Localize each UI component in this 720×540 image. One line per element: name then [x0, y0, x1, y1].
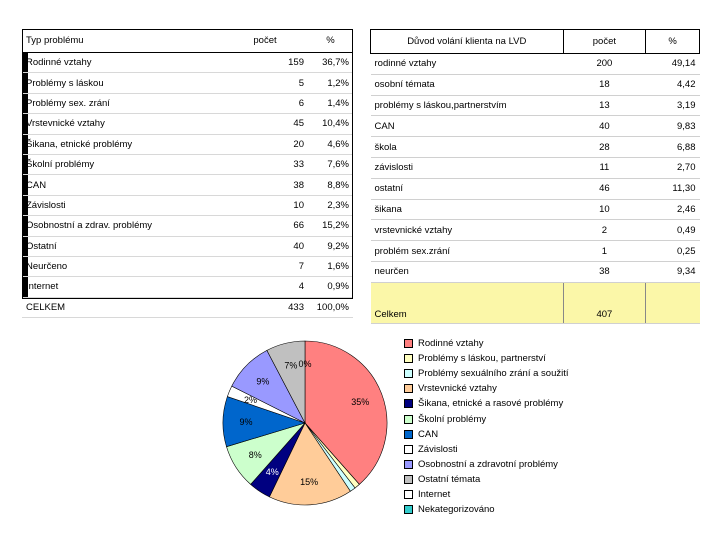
- table2-header-row: [371, 30, 700, 54]
- call-reason-table: [370, 29, 700, 324]
- table-row: [371, 220, 700, 241]
- table-row: [371, 178, 700, 199]
- table-row: [22, 195, 353, 215]
- row-label: Závislosti: [22, 195, 222, 215]
- row-label: Problémy s láskou: [22, 73, 222, 93]
- row-label: CAN: [22, 175, 222, 195]
- legend-item: [404, 427, 569, 442]
- row-label: Šikana, etnické problémy: [22, 134, 222, 154]
- row-count: 10: [563, 199, 646, 220]
- table1-header-count: počet: [222, 29, 308, 53]
- legend-swatch: [404, 475, 413, 484]
- row-percent: 0,25: [646, 241, 700, 262]
- row-percent: 8,8%: [308, 175, 353, 195]
- row-label: problémy s láskou,partnerstvím: [371, 95, 564, 116]
- legend-swatch: [404, 460, 413, 469]
- legend-swatch: [404, 399, 413, 408]
- table1-header-row: [22, 29, 353, 53]
- table1-header-percent: %: [308, 29, 353, 53]
- row-label: vrstevnické vztahy: [371, 220, 564, 241]
- legend-item: [404, 472, 569, 487]
- table-row: [371, 95, 700, 116]
- row-count: 45: [222, 114, 308, 134]
- legend-label: Závislosti: [418, 443, 458, 455]
- table-row: [22, 216, 353, 236]
- table-row: [371, 261, 700, 282]
- legend-swatch: [404, 384, 413, 393]
- table-row: [22, 134, 353, 154]
- row-count: 200: [563, 54, 646, 75]
- problem-type-pie-chart: [215, 333, 395, 513]
- table-row: [371, 54, 700, 75]
- row-percent: 15,2%: [308, 216, 353, 236]
- legend-label: Ostatní témata: [418, 473, 481, 485]
- total-percent: [646, 282, 700, 323]
- row-label: neurčen: [371, 261, 564, 282]
- table-row: [371, 241, 700, 262]
- legend-item: [404, 502, 569, 517]
- row-percent: 9,83: [646, 116, 700, 137]
- legend-item: [404, 336, 569, 351]
- row-label: osobní témata: [371, 74, 564, 95]
- legend-item: [404, 411, 569, 426]
- table-row: [22, 53, 353, 73]
- table-row: [371, 116, 700, 137]
- row-percent: 6,88: [646, 137, 700, 158]
- row-count: 46: [563, 178, 646, 199]
- row-count: 38: [563, 261, 646, 282]
- legend-swatch: [404, 445, 413, 454]
- row-count: 2: [563, 220, 646, 241]
- table-row: [22, 93, 353, 113]
- legend-swatch: [404, 415, 413, 424]
- total-row: [371, 282, 700, 323]
- table2-header-percent: %: [646, 30, 700, 54]
- row-percent: 1,4%: [308, 93, 353, 113]
- pie-data-label: 2%: [244, 395, 258, 406]
- legend-swatch: [404, 339, 413, 348]
- row-percent: 1,6%: [308, 256, 353, 276]
- row-label: závislosti: [371, 157, 564, 178]
- legend-item: [404, 381, 569, 396]
- table2-header-reason: Důvod volání klienta na LVD: [371, 30, 564, 54]
- table-row: [22, 73, 353, 93]
- row-percent: 2,70: [646, 157, 700, 178]
- row-percent: 7,6%: [308, 154, 353, 174]
- row-count: 13: [563, 95, 646, 116]
- row-count: 7: [222, 256, 308, 276]
- legend-item: [404, 366, 569, 381]
- legend-label: Problémy sexuálního zrání a soužití: [418, 368, 569, 380]
- row-label: ostatní: [371, 178, 564, 199]
- row-count: 33: [222, 154, 308, 174]
- table-row: [22, 277, 353, 297]
- table-row: [371, 74, 700, 95]
- table-row: [371, 137, 700, 158]
- legend-label: Rodinné vztahy: [418, 338, 484, 350]
- legend-swatch: [404, 354, 413, 363]
- row-percent: 9,2%: [308, 236, 353, 256]
- legend-item: [404, 457, 569, 472]
- pie-data-label: 9%: [256, 376, 270, 387]
- legend-label: Školní problémy: [418, 413, 487, 425]
- pie-data-label: 9%: [239, 416, 253, 427]
- pie-data-label: 15%: [300, 476, 319, 487]
- row-percent: 9,34: [646, 261, 700, 282]
- legend-label: Nekategorizováno: [418, 504, 495, 516]
- row-label: Neurčeno: [22, 256, 222, 276]
- total-count: 407: [563, 282, 646, 323]
- table-row: [371, 157, 700, 178]
- row-count: 4: [222, 277, 308, 297]
- row-percent: 2,46: [646, 199, 700, 220]
- row-label: Školní problémy: [22, 154, 222, 174]
- row-percent: 3,19: [646, 95, 700, 116]
- table-row: [22, 175, 353, 195]
- row-percent: 49,14: [646, 54, 700, 75]
- pie-data-label: 0%: [298, 358, 312, 369]
- row-count: 20: [222, 134, 308, 154]
- row-count: 38: [222, 175, 308, 195]
- legend-label: CAN: [418, 428, 439, 440]
- table-row: [22, 154, 353, 174]
- row-count: 5: [222, 73, 308, 93]
- row-label: Vrstevnické vztahy: [22, 114, 222, 134]
- legend-label: Vrstevnické vztahy: [418, 383, 497, 395]
- pie-data-label: 8%: [248, 449, 262, 460]
- total-label: Celkem: [371, 282, 564, 323]
- row-percent: 4,42: [646, 74, 700, 95]
- row-label: šikana: [371, 199, 564, 220]
- legend-label: Problémy s láskou, partnerství: [418, 353, 546, 365]
- pie-data-label: 7%: [284, 360, 298, 371]
- problem-type-table: [22, 29, 353, 318]
- row-percent: 10,4%: [308, 114, 353, 134]
- legend-item: [404, 487, 569, 502]
- row-label: Ostatní: [22, 236, 222, 256]
- row-count: 11: [563, 157, 646, 178]
- row-percent: 11,30: [646, 178, 700, 199]
- row-percent: 0,49: [646, 220, 700, 241]
- legend-swatch: [404, 430, 413, 439]
- legend-item: [404, 351, 569, 366]
- row-label: Rodinné vztahy: [22, 53, 222, 73]
- row-percent: 4,6%: [308, 134, 353, 154]
- total-count: 433: [222, 297, 308, 317]
- legend-swatch: [404, 505, 413, 514]
- row-count: 28: [563, 137, 646, 158]
- row-count: 40: [563, 116, 646, 137]
- row-label: rodinné vztahy: [371, 54, 564, 75]
- legend-label: Internet: [418, 488, 451, 500]
- legend-item: [404, 442, 569, 457]
- row-label: Problémy sex. zrání: [22, 93, 222, 113]
- table-row: [22, 114, 353, 134]
- row-label: škola: [371, 137, 564, 158]
- row-label: Internet: [22, 277, 222, 297]
- legend-label: Šikana, etnické a rasové problémy: [418, 398, 564, 410]
- row-count: 18: [563, 74, 646, 95]
- pie-data-label: 4%: [265, 467, 279, 478]
- row-percent: 36,7%: [308, 53, 353, 73]
- row-count: 159: [222, 53, 308, 73]
- table1-header-type: Typ problému: [22, 29, 222, 53]
- row-label: problém sex.zrání: [371, 241, 564, 262]
- total-row: [22, 297, 353, 317]
- row-label: Osobnostní a zdrav. problémy: [22, 216, 222, 236]
- row-count: 6: [222, 93, 308, 113]
- legend-swatch: [404, 490, 413, 499]
- row-percent: 0,9%: [308, 277, 353, 297]
- total-label: CELKEM: [22, 297, 222, 317]
- legend-label: Osobnostní a zdravotní problémy: [418, 458, 558, 470]
- total-percent: 100,0%: [308, 297, 353, 317]
- row-count: 1: [563, 241, 646, 262]
- table-row: [22, 236, 353, 256]
- pie-data-label: 35%: [351, 397, 370, 408]
- legend-swatch: [404, 369, 413, 378]
- table-row: [371, 199, 700, 220]
- row-percent: 1,2%: [308, 73, 353, 93]
- row-count: 40: [222, 236, 308, 256]
- row-label: CAN: [371, 116, 564, 137]
- row-percent: 2,3%: [308, 195, 353, 215]
- row-count: 10: [222, 195, 308, 215]
- legend-item: [404, 396, 569, 411]
- pie-legend: [404, 336, 569, 517]
- row-count: 66: [222, 216, 308, 236]
- table-row: [22, 256, 353, 276]
- table2-header-count: počet: [563, 30, 646, 54]
